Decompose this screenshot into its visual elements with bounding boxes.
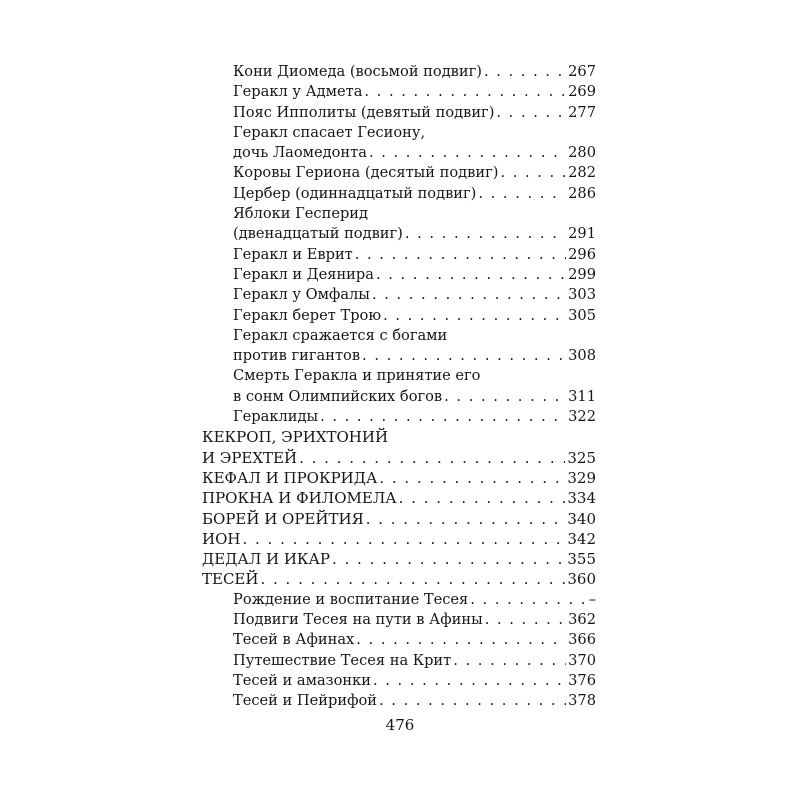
toc-entry-line: [202, 630, 596, 650]
dot-leader: [496, 103, 566, 123]
toc-entry-title: Рождение и воспитание Тесея: [233, 590, 469, 608]
toc-section-entry: [202, 427, 596, 468]
dot-leader: [478, 184, 566, 204]
toc-entry-title: Геракл спасает Гесиону,: [233, 123, 426, 141]
toc-entry-line: [202, 204, 596, 224]
toc-page-number: 362: [568, 611, 596, 629]
toc-entry-title: Тесей и Пейрифой: [233, 692, 378, 710]
toc-entry-line: [202, 82, 596, 102]
toc-entry-line: [202, 427, 596, 447]
toc-entry-line: [202, 326, 596, 346]
toc-entry-title: Смерть Геракла и принятие его: [233, 367, 481, 385]
toc-entry-title: ТЕСЕЙ: [202, 570, 259, 589]
toc-subentry: [202, 306, 596, 326]
toc-page-number: 334: [567, 489, 596, 508]
toc-entry-title: Цербер (одиннадцатый подвиг): [233, 184, 477, 202]
toc-entry-title: ПРОКНА И ФИЛОМЕЛА: [202, 489, 397, 508]
dot-leader: [369, 143, 566, 163]
dot-leader: [299, 448, 565, 468]
toc-page-number: 277: [568, 103, 596, 121]
toc-entry-line: [202, 610, 596, 630]
toc-page-number: 325: [567, 448, 596, 467]
dot-leader: [453, 651, 566, 671]
toc-page-number: 311: [568, 387, 596, 405]
toc-page-number: 329: [567, 468, 596, 487]
dot-leader: [376, 265, 566, 285]
dot-leader: [242, 529, 565, 549]
toc-subentry: [202, 163, 596, 183]
toc-entry-title: КЕКРОП, ЭРИХТОНИЙ: [202, 428, 389, 447]
dot-leader: [379, 468, 565, 488]
toc-subentry: [202, 265, 596, 285]
toc-entry-line: [202, 163, 596, 183]
toc-entry-line: [202, 549, 596, 569]
toc-section-entry: [202, 488, 596, 508]
toc-entry-line: [202, 123, 596, 143]
toc-subentry: [202, 123, 596, 164]
toc-page-number: –: [588, 590, 596, 608]
toc-entry-title: ДЕДАЛ И ИКАР: [202, 550, 330, 569]
toc-subentry: [202, 610, 596, 630]
toc-entry-line: [202, 590, 596, 610]
dot-leader: [405, 224, 566, 244]
toc-subentry: [202, 326, 596, 367]
toc-entry-title: Кони Диомеда (восьмой подвиг): [233, 63, 482, 80]
toc-entry-title: в сонм Олимпийских богов: [233, 387, 443, 405]
toc-subentry: [202, 245, 596, 265]
toc-entry-line: [202, 509, 596, 529]
dot-leader: [364, 82, 566, 102]
dot-leader: [383, 306, 566, 326]
toc-page-number: 322: [568, 408, 596, 426]
toc-page-number: 378: [568, 692, 596, 710]
toc-entry-title: Геракл у Адмета: [233, 83, 363, 101]
toc-entry-line: [202, 671, 596, 691]
toc-entry-title: КЕФАЛ И ПРОКРИДА: [202, 468, 378, 487]
toc-entry-line: [202, 184, 596, 204]
dot-leader: [373, 671, 566, 691]
toc-entry-line: [202, 224, 596, 244]
toc-page-number: 376: [568, 671, 596, 689]
toc-page-number: 286: [568, 184, 596, 202]
toc-entry-line: [202, 407, 596, 427]
toc-entry-line: [202, 143, 596, 163]
toc-entry-line: [202, 245, 596, 265]
toc-subentry: [202, 82, 596, 102]
toc-page-number: 267: [568, 63, 596, 80]
toc-subentry: [202, 590, 596, 610]
table-of-contents: [202, 62, 596, 712]
toc-entry-title: Коровы Гериона (десятый подвиг): [233, 164, 499, 182]
toc-entry-title: (двенадцатый подвиг): [233, 225, 403, 243]
toc-entry-title: Тесей в Афинах: [233, 631, 355, 649]
toc-page-number: 305: [568, 306, 596, 324]
toc-entry-line: [202, 285, 596, 305]
toc-entry-title: БОРЕЙ И ОРЕЙТИЯ: [202, 509, 364, 528]
toc-page-number: 280: [568, 144, 596, 162]
toc-page-number: 355: [567, 550, 596, 569]
toc-entry-line: [202, 366, 596, 386]
toc-subentry: [202, 630, 596, 650]
toc-entry-line: [202, 651, 596, 671]
toc-entry-line: [202, 691, 596, 711]
toc-subentry: [202, 62, 596, 82]
toc-entry-line: [202, 346, 596, 366]
toc-entry-line: [202, 306, 596, 326]
toc-entry-line: [202, 387, 596, 407]
toc-entry-title: Геракл сражается с богами: [233, 326, 448, 344]
dot-leader: [260, 569, 565, 589]
dot-leader: [362, 346, 566, 366]
toc-entry-title: Пояс Ипполиты (девятый подвиг): [233, 103, 495, 121]
toc-section-entry: [202, 549, 596, 569]
toc-entry-line: [202, 468, 596, 488]
toc-page-number: 296: [568, 245, 596, 263]
toc-subentry: [202, 691, 596, 711]
toc-subentry: [202, 407, 596, 427]
toc-entry-title: Геракл и Еврит: [233, 245, 353, 263]
toc-entry-line: [202, 488, 596, 508]
toc-page-number: 360: [567, 570, 596, 589]
dot-leader: [366, 509, 566, 529]
toc-page-number: 308: [568, 347, 596, 365]
toc-entry-title: Тесей и амазонки: [233, 671, 371, 689]
dot-leader: [485, 610, 566, 630]
dot-leader: [320, 407, 566, 427]
toc-subentry: [202, 204, 596, 245]
toc-page-number: 366: [568, 631, 596, 649]
toc-entry-line: [202, 265, 596, 285]
toc-subentry: [202, 651, 596, 671]
page-number: 476: [385, 716, 415, 734]
toc-page-number: 291: [568, 225, 596, 243]
toc-entry-title: Гераклиды: [233, 408, 319, 426]
toc-subentry: [202, 103, 596, 123]
dot-leader: [356, 630, 566, 650]
toc-page-number: 303: [568, 286, 596, 304]
toc-entry-line: [202, 569, 596, 589]
dot-leader: [379, 691, 566, 711]
dot-leader: [372, 285, 566, 305]
toc-page-number: 342: [567, 529, 596, 548]
toc-section-entry: [202, 569, 596, 589]
dot-leader: [470, 590, 586, 610]
toc-entry-title: Путешествие Тесея на Крит: [233, 651, 452, 669]
toc-entry-title: И ЭРЕХТЕЙ: [202, 448, 298, 467]
dot-leader: [355, 245, 566, 265]
toc-entry-title: против гигантов: [233, 347, 361, 365]
toc-subentry: [202, 184, 596, 204]
toc-section-entry: [202, 509, 596, 529]
toc-subentry: [202, 671, 596, 691]
toc-page-number: 340: [567, 509, 596, 528]
toc-page-number: 282: [568, 164, 596, 182]
toc-entry-title: Подвиги Тесея на пути в Афины: [233, 611, 483, 629]
toc-entry-line: [202, 62, 596, 82]
toc-page-number: 370: [568, 651, 596, 669]
toc-entry-title: Геракл и Деянира: [233, 265, 374, 283]
dot-leader: [484, 62, 566, 82]
toc-entry-title: Яблоки Гесперид: [233, 205, 369, 223]
toc-section-entry: [202, 529, 596, 549]
toc-entry-title: Геракл у Омфалы: [233, 286, 370, 304]
toc-page-number: 299: [568, 265, 596, 283]
toc-subentry: [202, 285, 596, 305]
toc-entry-line: [202, 448, 596, 468]
dot-leader: [444, 387, 566, 407]
toc-entry-line: [202, 103, 596, 123]
toc-page-number: 269: [568, 83, 596, 101]
toc-section-entry: [202, 468, 596, 488]
dot-leader: [500, 163, 566, 183]
toc-entry-title: Геракл берет Трою: [233, 306, 382, 324]
dot-leader: [399, 488, 566, 508]
toc-entry-title: ИОН: [202, 529, 241, 548]
toc-entry-title: дочь Лаомедонта: [233, 144, 367, 162]
toc-subentry: [202, 366, 596, 407]
toc-entry-line: [202, 529, 596, 549]
dot-leader: [332, 549, 565, 569]
